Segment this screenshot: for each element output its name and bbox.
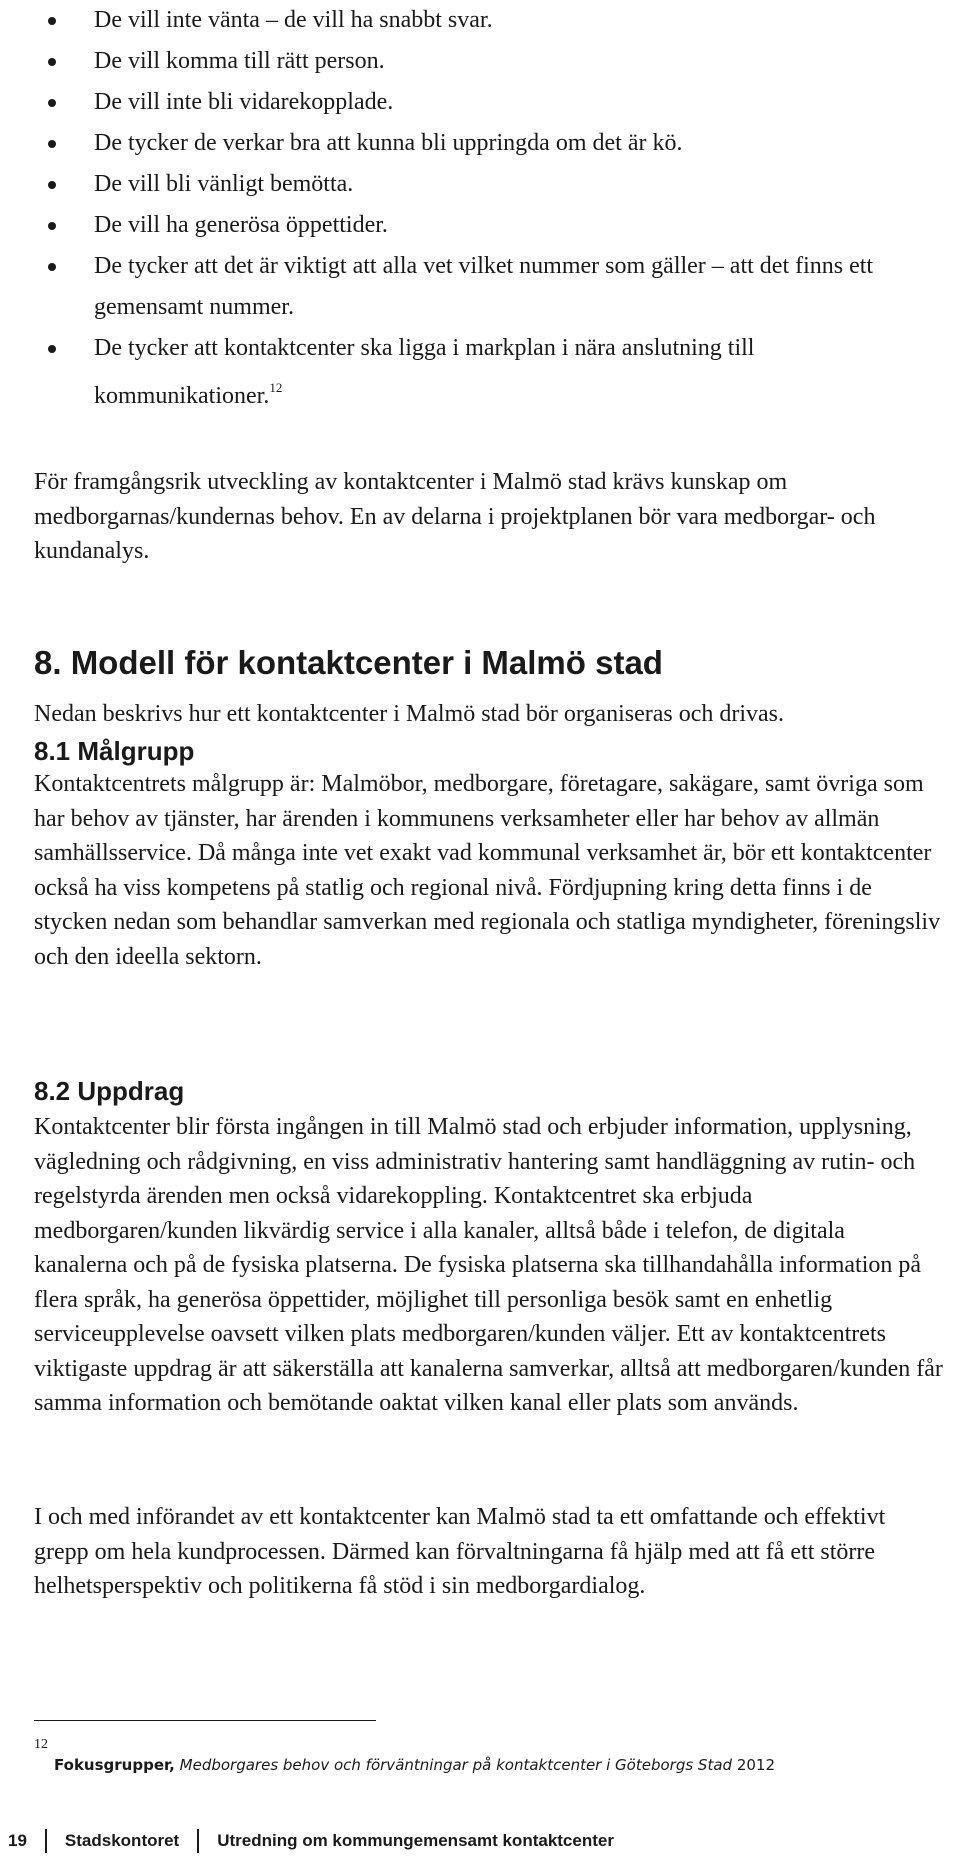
- bullet-list: [34, 0, 944, 417]
- footnote-text: [54, 1756, 775, 1774]
- list-item: De vill inte bli vidarekopplade.: [34, 82, 944, 123]
- bullet-icon: [48, 58, 56, 66]
- footnote-italic: Medborgares behov och förväntningar på kontaktcenter i Göteborgs Stad: [174, 1756, 733, 1774]
- subsection-text-malgrupp: Kontaktcentrets målgrupp är: Malmöbor, medborgare, företagare, sakägare, samt övriga som har behov av tjänster, har ärenden i kommunens verksamheter eller har behov av allmän samhällsservice. Då många inte vet exakt vad kommunal verksamhet är, bör ett kontaktcenter också ha viss kompetens på statlig och regional nivå. Fördjupning kring detta finns i de stycken nedan som behandlar samverkan med regionala och statliga myndigheter, föreningsliv och den ideella sektorn.: [34, 771, 941, 970]
- page-number: 19: [8, 1831, 27, 1850]
- footer-separator: [197, 1829, 199, 1853]
- footnote-year: 2012: [732, 1756, 776, 1774]
- subsection-heading-uppdrag: 8.2 Uppdrag: [34, 1076, 185, 1106]
- footnote-ref: 12: [269, 380, 283, 395]
- list-item: De vill bli vänligt bemötta.: [34, 164, 944, 205]
- bullet-icon: [48, 17, 56, 25]
- footnote-bold: Fokusgrupper,: [54, 1756, 175, 1774]
- subsection-text-uppdrag-2: I och med införandet av ett kontaktcenter kan Malmö stad ta ett omfattande och effektivt grepp om hela kundprocessen. Därmed kan förvaltningarna få hjälp med att få ett större helhetsperspektiv och politikerna få stöd i sin medborgardialog.: [34, 1504, 886, 1599]
- list-item: De tycker att kontaktcenter ska ligga i markplan i nära anslutning till kommunikationer.$^{12}$: [34, 328, 944, 417]
- list-item: De tycker att det är viktigt att alla vet vilket nummer som gäller – att det finns ett gemensamt nummer.: [34, 246, 944, 328]
- list-item: De vill ha generösa öppettider.: [34, 205, 944, 246]
- section-heading: 8. Modell för kontaktcenter i Malmö stad: [34, 644, 663, 681]
- list-item: De vill komma till rätt person.: [34, 41, 944, 82]
- footnote-number: 12: [34, 1737, 48, 1752]
- bullet-icon: [48, 222, 56, 230]
- intro-paragraph: För framgångsrik utveckling av kontaktcenter i Malmö stad krävs kunskap om medborgarnas/kundernas behov. En av delarna i projektplanen bör vara medborgar- och kundanalys.: [34, 469, 876, 564]
- section-intro: Nedan beskrivs hur ett kontaktcenter i Malmö stad bör organiseras och drivas.: [34, 701, 785, 727]
- bullet-icon: [48, 140, 56, 148]
- bullet-icon: [48, 181, 56, 189]
- footer-department: Stadskontoret: [64, 1831, 180, 1850]
- footnote-divider: [34, 1720, 376, 1721]
- subsection-text-uppdrag-1: Kontaktcenter blir första ingången in till Malmö stad och erbjuder information, upplysning, vägledning och rådgivning, en viss administrativ hantering samt handläggning av rutin- och regelstyrda ärenden men också vidarekoppling. Kontaktcentret ska erbjuda medborgaren/kunden likvärdig service i alla kanaler, alltså både i telefon, de digitala kanalerna och på de fysiska platserna. De fysiska platserna ska tillhandahålla information på flera språk, ha generösa öppettider, möjlighet till personliga besök samt en enhetlig serviceupplevelse oavsett vilken plats medborgaren/kunden väljer. Ett av kontaktcentrets viktigaste uppdrag är att säkerställa att kanalerna samverkar, alltså att medborgaren/kunden får samma information och bemötande oaktat vilken kanal eller plats som används.: [34, 1114, 943, 1416]
- footer-document-title: Utredning om kommungemensamt kontaktcenter: [217, 1831, 614, 1850]
- subsection-heading-malgrupp: 8.1 Målgrupp: [34, 736, 195, 766]
- list-item: De tycker de verkar bra att kunna bli uppringda om det är kö.: [34, 123, 944, 164]
- list-item: De vill inte vänta – de vill ha snabbt svar.: [34, 0, 944, 41]
- bullet-icon: [48, 99, 56, 107]
- bullet-icon: [48, 263, 56, 271]
- page-footer: [8, 1829, 614, 1853]
- bullet-icon: [48, 345, 56, 353]
- footer-separator: [45, 1829, 47, 1853]
